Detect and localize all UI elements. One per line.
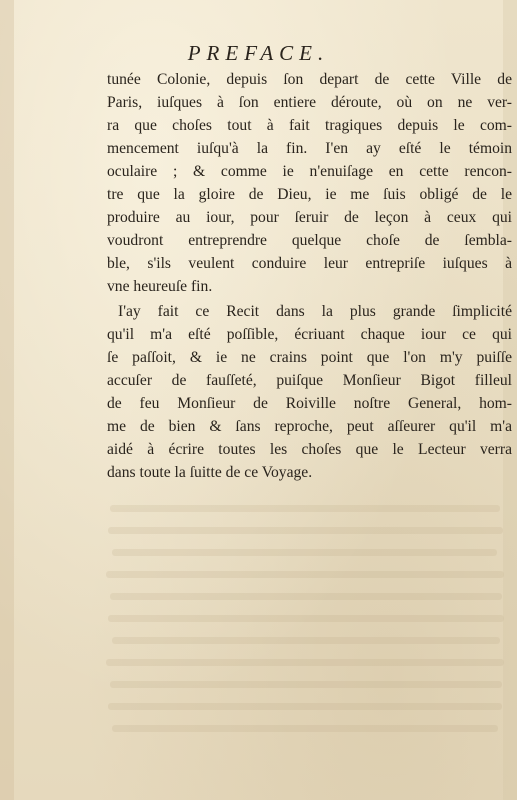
text-line: tunée Colonie, depuis ſon depart de cette Ville de — [107, 71, 512, 88]
text-line: voudront entreprendre quelque choſe de ſembla- — [107, 232, 512, 249]
text-line: qu'il m'a eſté poſſible, écriuant chaque iour ce qui — [107, 326, 512, 343]
running-header: PREFACE. — [187, 41, 330, 65]
text-line: dans toute la ſuitte de ce Voyage. — [107, 464, 313, 481]
text-line: Paris, iuſques à ſon entiere déroute, où on ne ver- — [107, 94, 512, 111]
text-line: ra que choſes tout à fait tragiques depuis le com- — [107, 117, 512, 134]
text-line: vne heureuſe fin. — [107, 278, 213, 295]
text-line: I'ay fait ce Recit dans la plus grande ſimplicité — [118, 303, 512, 320]
text-line: produire au iour, pour ſeruir de leçon à ceux qui — [107, 209, 512, 226]
text-line: tre que la gloire de Dieu, ie me ſuis obligé de le — [107, 186, 512, 203]
text-line: me de bien & ſans reproche, peut aſſeurer qu'il m'a — [107, 418, 512, 435]
text-line: accuſer de fauſſeté, puiſque Monſieur Bigot filleul — [107, 372, 512, 389]
text-line: aidé à écrire toutes les choſes que le Lecteur verra — [107, 441, 512, 458]
text-line: ſe paſſoit, & ie ne crains point que l'on m'y puiſſe — [107, 349, 512, 366]
text-line: ble, s'ils veulent conduire leur entrepriſe iuſques à — [107, 255, 512, 272]
text-line: mencement iuſqu'à la fin. I'en ay eſté le témoin — [107, 140, 512, 157]
text-line: de feu Monſieur de Roiville noſtre General, hom- — [107, 395, 512, 412]
text-line: oculaire ; & comme ie n'enuiſage en cette rencon- — [107, 163, 512, 180]
